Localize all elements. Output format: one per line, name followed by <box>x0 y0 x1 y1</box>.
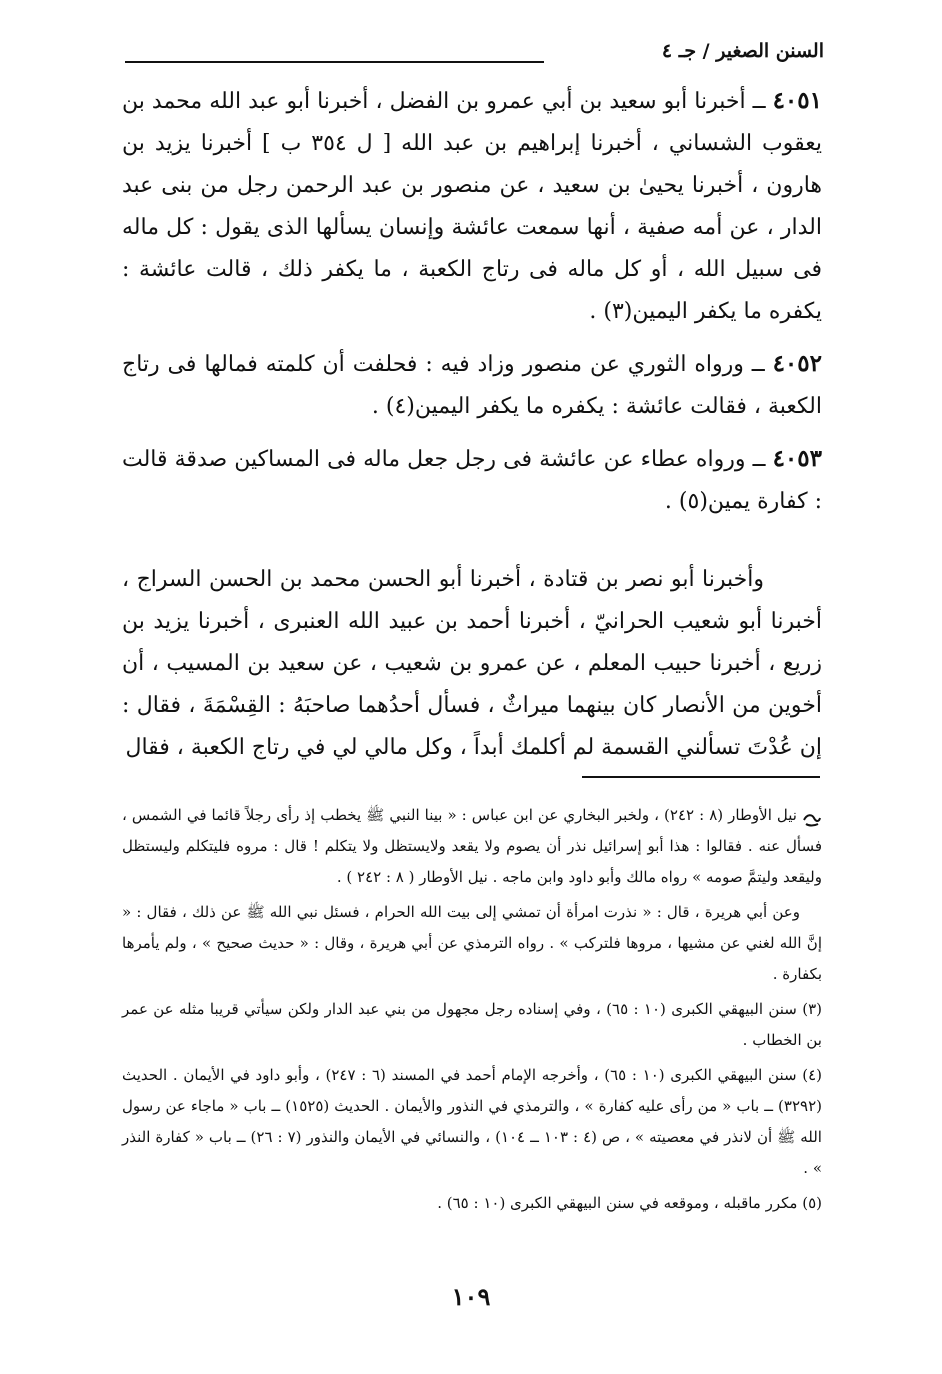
hadith-dash: ــ <box>743 352 773 377</box>
footnote <box>122 994 822 1056</box>
hadith-number: ٤٠٥١ <box>772 87 822 114</box>
hadith-paragraph <box>122 80 822 333</box>
footnote <box>122 1060 822 1184</box>
hadith-dash: ــ <box>745 89 773 114</box>
hadith-text: أخبرنا أبو سعيد بن أبي عمرو بن الفضل ، أخبرنا أبو عبد الله محمد بن يعقوب الشساني ، أخبرنا إبراهيم بن عبد الله [ ل ٣٥٤ ب ] أخبرنا يزيد بن هارون ، أخبرنا يحيىٰ بن سعيد ، عن منصور بن عبد الرحمن رجل من بنى عبد الدار ، عن أمه صفية ، أنها سمعت عائشة وإنسان يسألها الذى يقول : كل ماله فى سبيل الله ، أو كل ماله فى رتاج الكعبة ، ما يكفر ذلك ، قالت عائشة : يكفره ما يكفر اليمين(٣) . <box>122 89 822 324</box>
hadith-number: ٤٠٥٢ <box>772 350 822 377</box>
main-text <box>122 80 822 779</box>
footnote-text: (٤) سنن البيهقي الكبرى (١٠ : ٦٥) ، وأخرجه الإمام أحمد في المسند (٦ : ٢٤٧) ، وأبو داود في الأيمان . الحديث (٣٢٩٢) ــ باب « من رأى عليه كفارة » ، والترمذي في النذور والأيمان . الحديث (١٥٢٥) ــ باب « ماجاء عن رسول الله ﷺ أن لانذر في معصيته » ، ص (٤ : ١٠٣ ــ ١٠٤) ، والنسائي في الأيمان والنذور (٧ : ٢٦) ــ باب « كفارة النذر » . <box>122 1066 822 1177</box>
hadith-text: ورواه عطاء عن عائشة فى رجل جعل ماله فى المساكين صدقة قالت : كفارة يمين(٥) . <box>122 447 822 514</box>
hadith-dash: ــ <box>745 447 773 472</box>
footnote <box>122 800 822 893</box>
footnote-text: وعن أبي هريرة ، قال : « نذرت امرأة أن تمشي إلى بيت الله الحرام ، فسئل نبي الله ﷺ عن ذلك ، فقال : « إنَّ الله لغني عن مشيها ، مروها فلتركب » . رواه الترمذي عن أبي هريرة ، وقال : « حديث صحيح » ، ولم يأمرها بكفارة . <box>122 903 822 983</box>
footnotes <box>122 800 822 1223</box>
footnote-text: نيل الأوطار (٨ : ٢٤٢) ، ولخبر البخاري عن ابن عباس : « بينا النبي ﷺ يخطب إذ رأى رجلاً قائما في الشمس ، فسأل عنه . فقالوا : هذا أبو إسرائيل نذر أن يصوم ولا يقعد ولايستظل ولا يتكلم ! قال : مروه فليتكلم وليستظل وليقعد وليتمَّ صومه » رواه مالك وأبو داود وابن ماجه . نيل الأوطار ( ٨ : ٢٤٢ ) . <box>122 806 822 886</box>
running-header <box>125 40 824 74</box>
footnote <box>122 897 822 990</box>
page-number: ١٠٩ <box>451 1282 491 1311</box>
footnote <box>122 1188 822 1219</box>
hadith-paragraph <box>122 343 822 428</box>
hadith-text: ورواه الثوري عن منصور وزاد فيه : فحلفت أن كلمته فمالها فى رتاج الكعبة ، فقالت عائشة : يكفره ما يكفر اليمين(٤) . <box>122 352 822 419</box>
footnote-marker-icon <box>802 808 822 824</box>
header-title: السنن الصغير / جـ ٤ <box>661 40 824 62</box>
footnote-text: (٥) مكرر ماقبله ، وموقعه في سنن البيهقي الكبرى (١٠ : ٦٥) . <box>437 1194 822 1212</box>
hadith-number: ٤٠٥٣ <box>772 445 822 472</box>
header-rule <box>125 61 544 63</box>
narration-text: وأخبرنا أبو نصر بن قتادة ، أخبرنا أبو الحسن محمد بن الحسن السراج ، أخبرنا أبو شعيب الحرانيّ ، أخبرنا أحمد بن عبيد الله العنبرى ، أخبرنا يزيد بن زريع ، أخبرنا حبيب المعلم ، عن عمرو بن شعيب ، عن سعيد بن المسيب ، أن أخوين من الأنصار كان بينهما ميراثٌ ، فسأل أحدُهما صاحبَهُ : القِسْمَةَ ، فقال : إن عُدْتَ تسألني القسمة لم أكلمك أبداً ، وكل مالي لي في رتاج الكعبة ، فقال <box>122 567 822 760</box>
footnote-separator <box>582 776 820 778</box>
footnote-text: (٣) سنن البيهقي الكبرى (١٠ : ٦٥) ، وفي إسناده رجل مجهول من بني عبد الدار ولكن سيأتي قريبا مثله عن عمر بن الخطاب . <box>122 1000 822 1049</box>
narration-paragraph <box>122 559 822 769</box>
hadith-paragraph <box>122 438 822 523</box>
